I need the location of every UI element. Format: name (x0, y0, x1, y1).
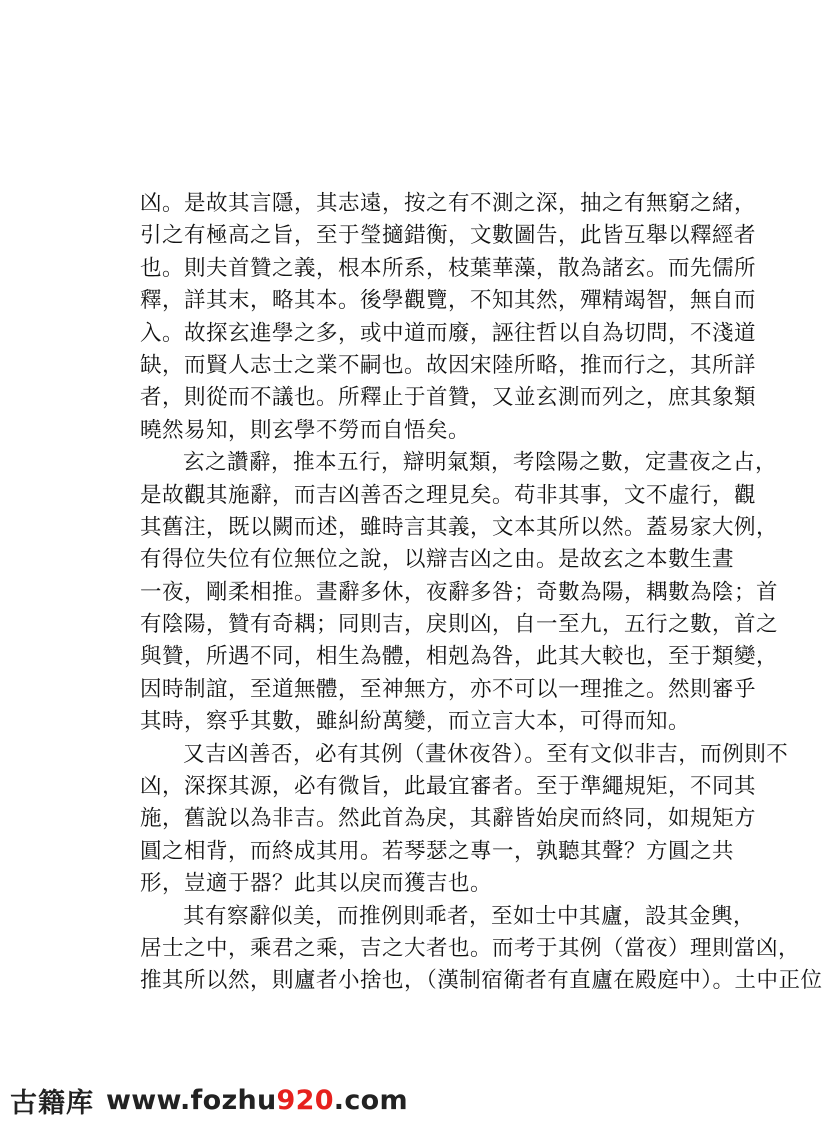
text-line: 與贊，所遇不同，相生為體，相剋為咎，此其大較也，至于類變， (140, 644, 779, 670)
text-line: 曉然易知，則玄學不勞而自悟矣。 (140, 417, 471, 443)
text-line: 有得位失位有位無位之說，以辯吉凶之由。是故玄之本數生晝 (140, 547, 735, 573)
text-line: 是故觀其施辭，而吉凶善否之理見矣。苟非其事，文不虛行，觀 (140, 482, 757, 508)
url-accent: 920 (276, 1084, 334, 1116)
text-line: 引之有極高之旨，至于瑩擿錯衡，文數圖告，此皆互舉以釋經者 (140, 223, 757, 249)
paragraph-start-line: 又吉凶善否，必有其例（晝休夜咎）。至有文似非吉，而例則不 (183, 741, 789, 767)
text-line: 因時制誼，至道無體，至神無方，亦不可以一理推之。然則審乎 (140, 676, 757, 702)
text-line: 圓之相背，而終成其用。若琴瑟之專一，孰聽其聲？方圓之共 (140, 838, 735, 864)
url-suffix: .com (333, 1084, 408, 1116)
body-text (140, 188, 823, 998)
text-line: 者，則從而不議也。所釋止于首贊，又並玄測而列之，庶其象類 (140, 385, 757, 411)
text-line: 居士之中，乘君之乘，吉之大者也。而考于其例（當夜）理則當凶， (140, 935, 801, 961)
text-line: 凶，深探其源，必有微旨，此最宜審者。至于準繩規矩，不同其 (140, 774, 757, 800)
text-line: 施，舊說以為非吉。然此首為戾，其辭皆始戾而終同，如規矩方 (140, 806, 757, 832)
text-line: 其舊注，既以闕而述，雖時言其義，文本其所以然。蓋易家大例， (140, 514, 779, 540)
site-brand: 古籍库 (10, 1087, 94, 1119)
text-line: 其時，察乎其數，雖糾紛萬變，而立言大本，可得而知。 (140, 709, 691, 735)
text-line: 推其所以然，則廬者小捨也，（漢制宿衛者有直廬在殿庭中）。土中正位 (140, 968, 823, 994)
watermark-footer (10, 1080, 408, 1120)
text-line: 入。故探玄進學之多，或中道而廢，誣往哲以自為切問，不淺道 (140, 320, 757, 346)
text-line: 凶。是故其言隱，其志遠，按之有不測之深，抽之有無窮之緒， (140, 191, 757, 216)
url-prefix: www.fozhu (106, 1084, 277, 1116)
text-line: 釋，詳其末，略其本。後學觀覽，不知其然，殫精竭智，無自而 (140, 288, 757, 314)
text-line: 也。則夫首贊之義，根本所系，枝葉華藻，散為諸玄。而先儒所 (140, 255, 757, 281)
text-line: 形，豈適于器？此其以戾而獲吉也。 (140, 871, 493, 897)
text-line: 有陰陽，贊有奇耦；同則吉，戾則凶，自一至九，五行之數，首之 (140, 612, 779, 638)
paragraph-start-line: 玄之讚辭，推本五行，辯明氣類，考陰陽之數，定晝夜之占， (183, 450, 778, 476)
text-line: 缺，而賢人志士之業不嗣也。故因宋陸所略，推而行之，其所詳 (140, 352, 757, 378)
site-url[interactable] (106, 1085, 408, 1116)
paragraph-start-line: 其有察辭似美，而推例則乖者，至如士中其廬，設其金輿， (183, 903, 756, 929)
text-line: 一夜，剛柔相推。晝辭多休，夜辭多咎；奇數為陽，耦數為陰；首 (140, 579, 779, 605)
